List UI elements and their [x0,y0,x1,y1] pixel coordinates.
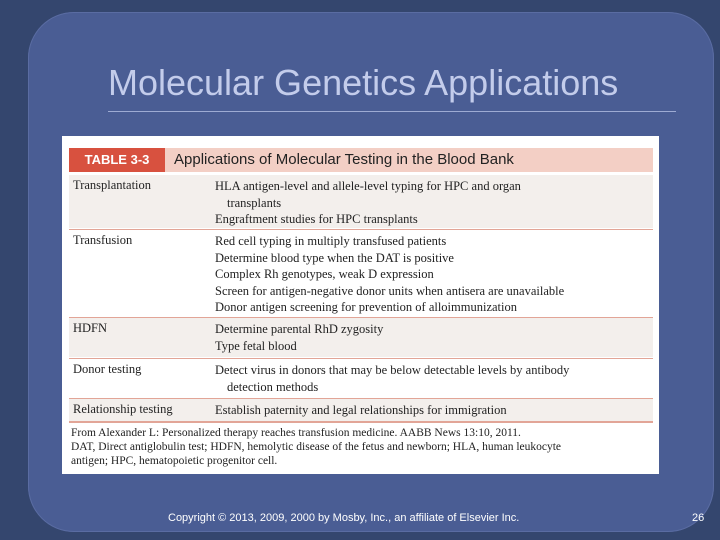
row-items [215,402,649,419]
molecular-testing-table [62,136,659,474]
table-header [69,148,653,172]
row-label: Transplantation [73,178,152,192]
table-row [69,230,653,316]
row-item: transplants [227,195,282,210]
row-item: Complex Rh genotypes, weak D expression [215,267,434,281]
footnote-abbreviations-cont: antigen; HPC, hematopoietic progenitor cell. [71,455,278,467]
row-item: Red cell typing in multiply transfused patients [215,234,447,248]
table-footnotes [71,426,655,468]
row-label: HDFN [73,321,108,335]
copyright-notice: Copyright © 2013, 2009, 2000 by Mosby, Inc., an affiliate of Elsevier Inc. [168,512,520,524]
row-item: Type fetal blood [215,338,297,353]
row-items [215,362,649,395]
table-bottom-rule [69,421,653,423]
row-item: Determine parental RhD zygosity [215,322,384,336]
row-item: Screen for antigen-negative donor units when antisera are unavailable [215,283,565,298]
slide-number: 26 [692,512,705,524]
row-label: Donor testing [73,362,142,376]
table-caption: Applications of Molecular Testing in the Blood Bank [174,151,514,168]
row-item: Detect virus in donors that may be below detectable levels by antibody [215,363,570,377]
row-items [215,178,649,228]
table-row [69,175,653,228]
row-items [215,321,649,354]
row-items [215,233,649,316]
title-divider [108,111,676,112]
row-item: HLA antigen-level and allele-level typing for HPC and organ [215,179,521,193]
slide-title: Molecular Genetics Applications [108,62,619,103]
footnote-abbreviations: DAT, Direct antiglobulin test; HDFN, hemolytic disease of the fetus and newborn; HLA, human leukocyte [71,441,562,453]
row-item: Determine blood type when the DAT is positive [215,250,454,265]
row-label: Transfusion [73,233,133,247]
table-number-label: TABLE 3-3 [69,148,165,172]
row-label: Relationship testing [73,402,173,416]
table-row [69,359,653,397]
table-row [69,318,653,357]
row-item: Establish paternity and legal relationships for immigration [215,403,507,417]
row-item: detection methods [227,379,319,394]
footnote-source: From Alexander L: Personalized therapy reaches transfusion medicine. AABB News 13:10, 2011. [71,427,521,439]
row-item: Engraftment studies for HPC transplants [215,212,418,226]
table-row [69,399,653,421]
row-item: Donor antigen screening for prevention of alloimmunization [215,300,517,314]
